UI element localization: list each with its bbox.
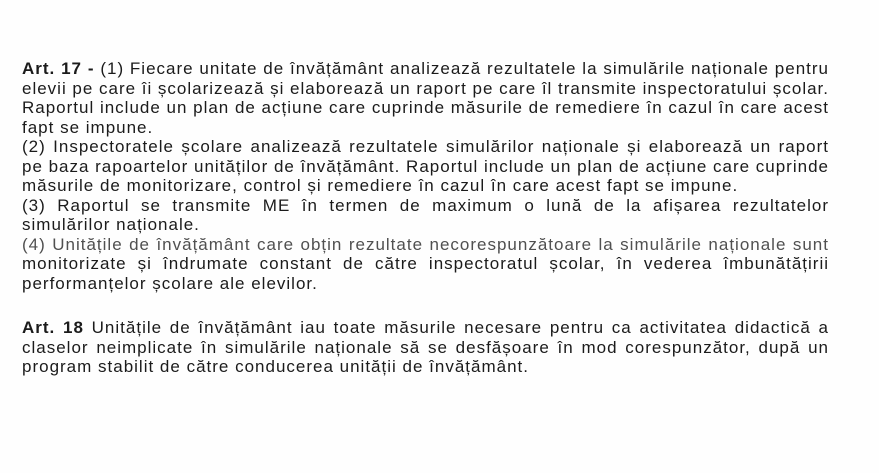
article-17-label: Art. 17 - bbox=[22, 59, 95, 78]
text-line bbox=[22, 118, 829, 138]
paragraph-4-line-1: (4) Unitățile de învățământ care obțin rezultate necorespunzătoare la simulările naționale sunt bbox=[22, 234, 829, 254]
paragraph-1-line-2: elevii pe care îi școlarizează și elaborează un raport pe care îl transmite inspectoratului școlar. bbox=[22, 78, 830, 98]
article-18-label: Art. 18 bbox=[22, 318, 84, 337]
text-line bbox=[22, 318, 829, 338]
paragraph-4-line-3: performanțelor școlare ale elevilor. bbox=[22, 273, 318, 293]
paragraph-2-line-3: măsurile de monitorizare, control și remediere în cazul în care acest fapt se impune. bbox=[22, 176, 739, 195]
article-17 bbox=[22, 59, 829, 293]
line-text bbox=[22, 318, 829, 338]
text-line bbox=[22, 215, 829, 235]
text-line bbox=[22, 176, 829, 196]
paragraph-3-line-1: (3) Raportul se transmite ME în termen de maximum o lună de la afișarea rezultatelor bbox=[22, 195, 829, 215]
paragraph-2-line-2: pe baza rapoartelor unităților de învățământ. Raportul include un plan de acțiune care cuprinde bbox=[22, 156, 829, 176]
text-line bbox=[22, 196, 829, 216]
text-line bbox=[22, 274, 829, 294]
article-18-line-2: claselor neimplicate în simulările naționale să se desfășoare în mod corespunzător, după un bbox=[22, 337, 829, 357]
text-line bbox=[22, 254, 829, 274]
text-line bbox=[22, 79, 829, 99]
text-line bbox=[22, 235, 829, 255]
paragraph-4-line-2: monitorizate și îndrumate constant de către inspectoratul școlar, în vederea îmbunătățirii bbox=[22, 254, 829, 273]
paragraph-2-line-1: (2) Inspectoratele școlare analizează rezultatele simulărilor naționale și elaborează un raport bbox=[22, 137, 829, 156]
paragraph-1-line-1: (1) Fiecare unitate de învățământ analizează rezultatele la simulările naționale pentru bbox=[100, 59, 829, 78]
article-18-line-1: Unitățile de învățământ iau toate măsurile necesare pentru ca activitatea didactică a bbox=[91, 318, 829, 337]
paragraph-1-line-3: Raportul include un plan de acțiune care cuprinde măsurile de remediere în cazul în care acest bbox=[22, 98, 829, 117]
article-18 bbox=[22, 318, 829, 377]
text-line bbox=[22, 157, 829, 177]
line-text bbox=[22, 59, 829, 79]
text-line bbox=[22, 137, 829, 157]
text-line bbox=[22, 338, 829, 358]
paragraph-3-line-2: simulărilor naționale. bbox=[22, 215, 200, 234]
article-18-line-3: program stabilit de către conducerea unității de învățământ. bbox=[22, 357, 529, 376]
text-line bbox=[22, 357, 829, 377]
text-line bbox=[22, 98, 829, 118]
paragraph-1-line-4: fapt se impune. bbox=[22, 117, 154, 137]
text-line bbox=[22, 59, 829, 79]
